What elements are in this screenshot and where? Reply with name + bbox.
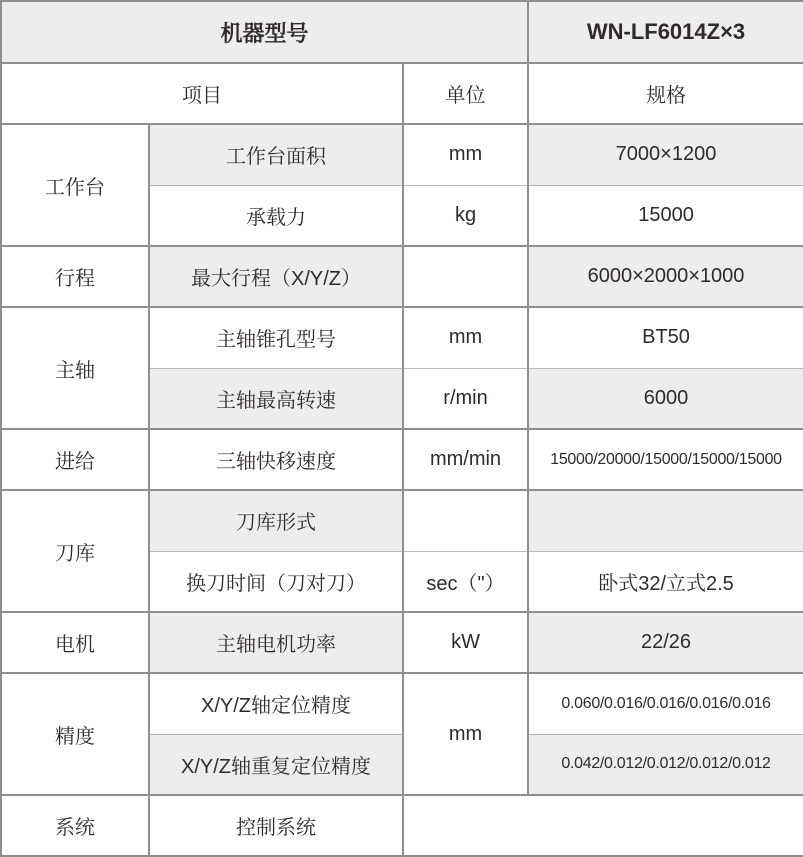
- item-cell: 刀库形式: [149, 490, 403, 551]
- unit-cell: kW: [403, 612, 528, 673]
- table-row: [1, 246, 803, 307]
- unit-cell: mm: [403, 307, 528, 368]
- category-cell: 工作台: [1, 124, 149, 246]
- unit-cell: sec（"）: [403, 551, 528, 612]
- unit-spec-merged-cell: [403, 795, 803, 856]
- spec-cell: 0.042/0.012/0.012/0.012/0.012: [528, 734, 803, 795]
- spec-cell: 7000×1200: [528, 124, 803, 185]
- category-cell: 刀库: [1, 490, 149, 612]
- table-row: [1, 673, 803, 734]
- unit-cell: kg: [403, 185, 528, 246]
- unit-cell: [403, 246, 528, 307]
- spec-cell: 22/26: [528, 612, 803, 673]
- column-header-spec: 规格: [528, 63, 803, 124]
- item-cell: 承载力: [149, 185, 403, 246]
- unit-cell: mm/min: [403, 429, 528, 490]
- table-title: 机器型号: [1, 1, 528, 63]
- unit-cell: mm: [403, 124, 528, 185]
- unit-cell: mm: [403, 673, 528, 795]
- category-cell: 进给: [1, 429, 149, 490]
- item-cell: 主轴电机功率: [149, 612, 403, 673]
- spec-cell: [528, 490, 803, 551]
- item-cell: X/Y/Z轴定位精度: [149, 673, 403, 734]
- item-cell: 最大行程（X/Y/Z）: [149, 246, 403, 307]
- table-row: [1, 612, 803, 673]
- item-cell: 工作台面积: [149, 124, 403, 185]
- spec-cell: 6000: [528, 368, 803, 429]
- category-cell: 精度: [1, 673, 149, 795]
- unit-cell: [403, 490, 528, 551]
- item-cell: 主轴锥孔型号: [149, 307, 403, 368]
- table-row: [1, 429, 803, 490]
- spec-cell: 卧式32/立式2.5: [528, 551, 803, 612]
- spec-cell: BT50: [528, 307, 803, 368]
- column-header-item: 项目: [1, 63, 403, 124]
- table-row: [1, 307, 803, 368]
- item-cell: 三轴快移速度: [149, 429, 403, 490]
- model-number: WN-LF6014Z×3: [528, 1, 803, 63]
- item-cell: 控制系统: [149, 795, 403, 856]
- spec-cell: 15000: [528, 185, 803, 246]
- table-row: [1, 490, 803, 551]
- item-cell: X/Y/Z轴重复定位精度: [149, 734, 403, 795]
- table-row: [1, 63, 803, 124]
- spec-cell: 6000×2000×1000: [528, 246, 803, 307]
- spec-cell: 0.060/0.016/0.016/0.016/0.016: [528, 673, 803, 734]
- category-cell: 行程: [1, 246, 149, 307]
- category-cell: 系统: [1, 795, 149, 856]
- category-cell: 电机: [1, 612, 149, 673]
- column-header-unit: 单位: [403, 63, 528, 124]
- item-cell: 换刀时间（刀对刀）: [149, 551, 403, 612]
- table-row: [1, 795, 803, 856]
- spec-cell: 15000/20000/15000/15000/15000: [528, 429, 803, 490]
- table-row: [1, 124, 803, 185]
- table-row: [1, 1, 803, 63]
- item-cell: 主轴最高转速: [149, 368, 403, 429]
- unit-cell: r/min: [403, 368, 528, 429]
- category-cell: 主轴: [1, 307, 149, 429]
